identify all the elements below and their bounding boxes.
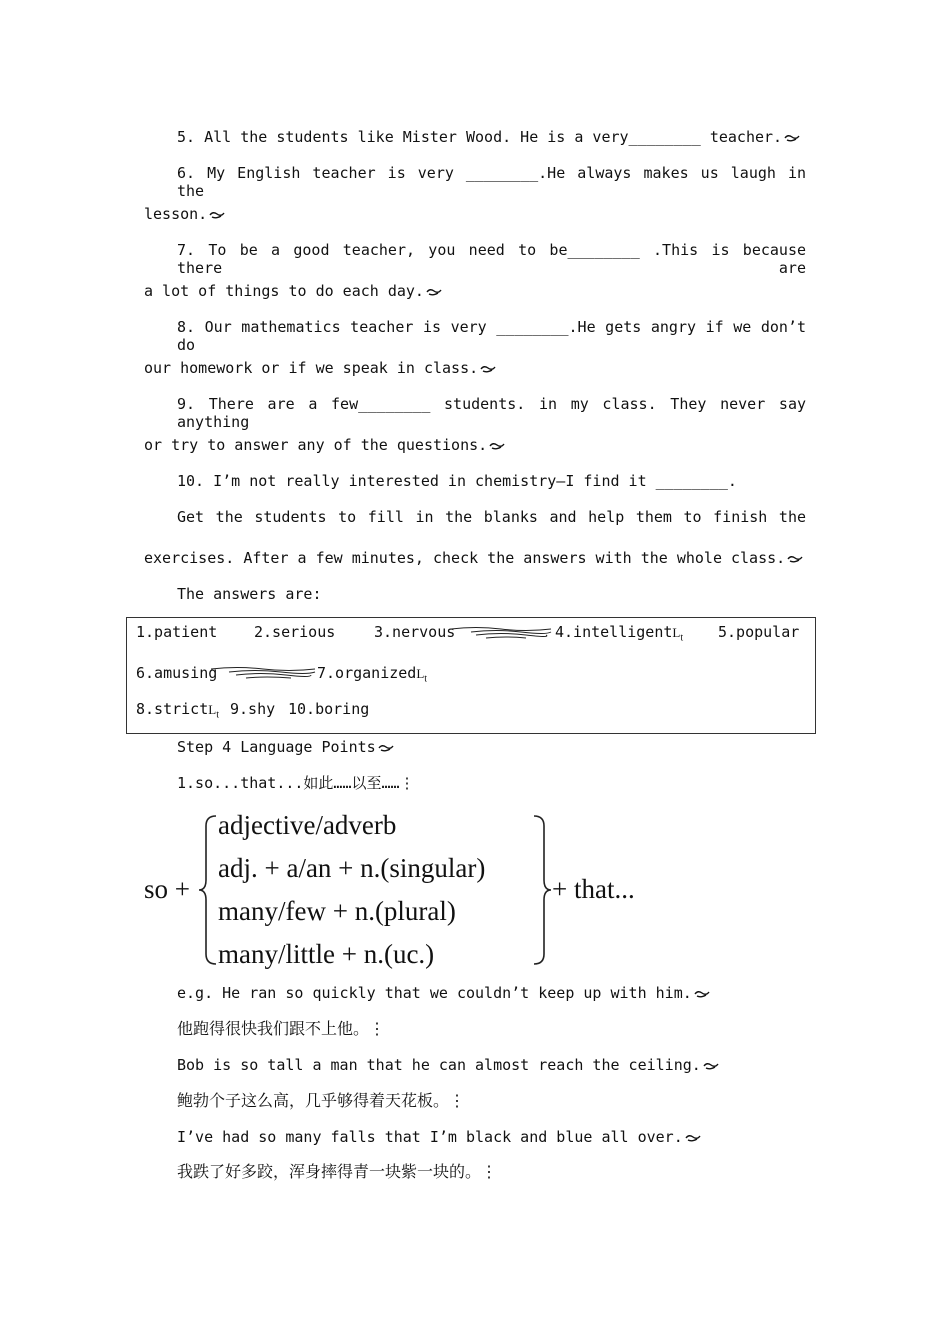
question-7-line2: a lot of things to do each day. [144,282,442,300]
instructions-line1: Get the students to fill in the blanks and help them to finish the [177,508,806,526]
answers-intro: The answers are: [177,585,322,603]
answer-10: 10.boring [288,700,370,718]
example-3-en: I’ve had so many falls that I’m black and blue all over. [177,1128,701,1146]
return-mark-icon [784,133,800,143]
answer-2: 2.serious [254,623,336,641]
answer-box [126,617,816,734]
question-6-line1: 6. My English teacher is very ________.He always makes us laugh in the [177,164,806,200]
left-brace-icon [198,814,220,966]
answer-4: 4.intelligentL$_t$ [555,623,684,644]
example-2-zh: 鲍勃个子这么高，几乎够得着天花板。⋮ [177,1091,466,1110]
formula-row-4: many/little + n.(uc.) [218,939,435,969]
formula-row-3: many/few + n.(plural) [218,896,456,926]
formula-left: so + [144,874,190,904]
wave-line-icon [451,626,553,640]
question-10: 10. I’m not really interested in chemistry—I find it ________. [177,472,737,490]
line-break-icon: $L_t$ [208,702,219,721]
answer-9: 9.shy [230,700,276,718]
step4-title: Step 4 Language Points [177,738,394,756]
example-1-en: e.g. He ran so quickly that we couldn’t keep up with him. [177,984,710,1002]
answer-5: 5.popular [718,623,800,641]
return-mark-icon [209,210,225,220]
wave-line-icon [211,666,317,680]
line-break-icon: $L_t$ [672,625,684,644]
answer-7: 7.organizedL$_t$ [317,664,428,685]
example-1-zh: 他跑得很快我们跟不上他。⋮ [177,1019,386,1038]
return-mark-icon [787,554,803,564]
return-mark-icon [694,989,710,999]
answer-1: 1.patient [136,623,218,641]
question-8-line1: 8. Our mathematics teacher is very ________.He gets angry if we don’t do [177,318,806,354]
return-mark-icon [426,287,442,297]
return-mark-icon [480,364,496,374]
instructions-line2: exercises. After a few minutes, check the answers with the whole class. [144,549,803,567]
question-9-line1: 9. There are a few________ students. in my class. They never say anything [177,395,806,431]
formula-row-2: adj. + a/an + n.(singular) [218,853,486,883]
step4-point1: 1.so...that...如此……以至……⋮ [177,774,415,792]
return-mark-icon [489,441,505,451]
right-brace-icon [530,814,552,966]
answer-3: 3.nervous [374,623,456,641]
question-8-line2: our homework or if we speak in class. [144,359,496,377]
formula-right: + that... [552,874,635,904]
formula-row-1: adjective/adverb [218,810,397,840]
question-7-line1: 7. To be a good teacher, you need to be________ .This is because there are [177,241,806,277]
return-mark-icon [703,1061,719,1071]
question-9-line2: or try to answer any of the questions. [144,436,505,454]
question-6-line2: lesson. [144,205,225,223]
example-2-en: Bob is so tall a man that he can almost reach the ceiling. [177,1056,719,1074]
answer-8: 8.strictL$_t$ [136,700,219,721]
question-5: 5. All the students like Mister Wood. He is a very________ teacher. [177,128,800,146]
example-3-zh: 我跌了好多跤，浑身摔得青一块紫一块的。⋮ [177,1162,498,1181]
return-mark-icon [685,1133,701,1143]
answer-6: 6.amusing [136,664,218,682]
return-mark-icon [378,743,394,753]
line-break-icon: $L_t$ [416,666,428,685]
